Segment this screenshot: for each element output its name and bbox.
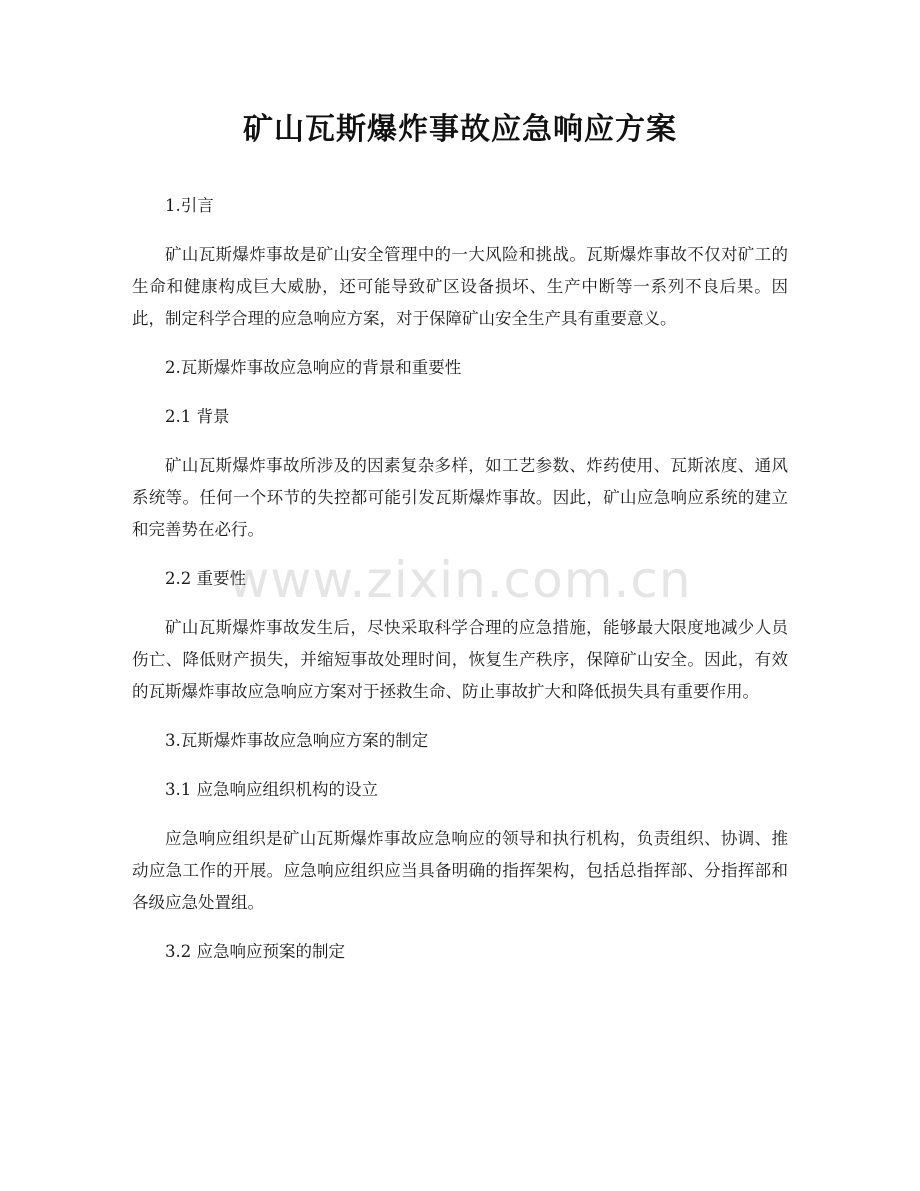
section-heading: 3.瓦斯爆炸事故应急响应方案的制定 [165, 731, 429, 750]
section-heading: 2.2 重要性 [165, 569, 246, 588]
section-heading: 2.1 背景 [165, 407, 230, 426]
body-paragraph: 矿山瓦斯爆炸事故是矿山安全管理中的一大风险和挑战。瓦斯爆炸事故不仅对矿工的生命和健康构成巨大威胁，还可能导致矿区设备损坏、生产中断等一系列不良后果。因此，制定科学合理的应急响应方案，对于保障矿山安全生产具有重要意义。 [132, 245, 788, 328]
document-body [132, 190, 788, 968]
watermark-text: www.zixin.com.cn [228, 551, 692, 609]
section-heading: 1.引言 [165, 196, 214, 215]
body-paragraph: 应急响应组织是矿山瓦斯爆炸事故应急响应的领导和执行机构，负责组织、协调、推动应急工作的开展。应急响应组织应当具备明确的指挥架构，包括总指挥部、分指挥部和各级应急处置组。 [132, 829, 788, 912]
body-paragraph: 矿山瓦斯爆炸事故发生后，尽快采取科学合理的应急措施，能够最大限度地减少人员伤亡、降低财产损失，并缩短事故处理时间，恢复生产秩序，保障矿山安全。因此，有效的瓦斯爆炸事故应急响应方案对于拯救生命、防止事故扩大和降低损失具有重要作用。 [132, 618, 788, 701]
document-title: 矿山瓦斯爆炸事故应急响应方案 [243, 112, 677, 147]
section-heading: 2.瓦斯爆炸事故应急响应的背景和重要性 [165, 358, 462, 377]
section-heading: 3.2 应急响应预案的制定 [165, 942, 345, 961]
body-paragraph: 矿山瓦斯爆炸事故所涉及的因素复杂多样，如工艺参数、炸药使用、瓦斯浓度、通风系统等。任何一个环节的失控都可能引发瓦斯爆炸事故。因此，矿山应急响应系统的建立和完善势在必行。 [132, 456, 788, 539]
section-heading: 3.1 应急响应组织机构的设立 [165, 780, 378, 799]
